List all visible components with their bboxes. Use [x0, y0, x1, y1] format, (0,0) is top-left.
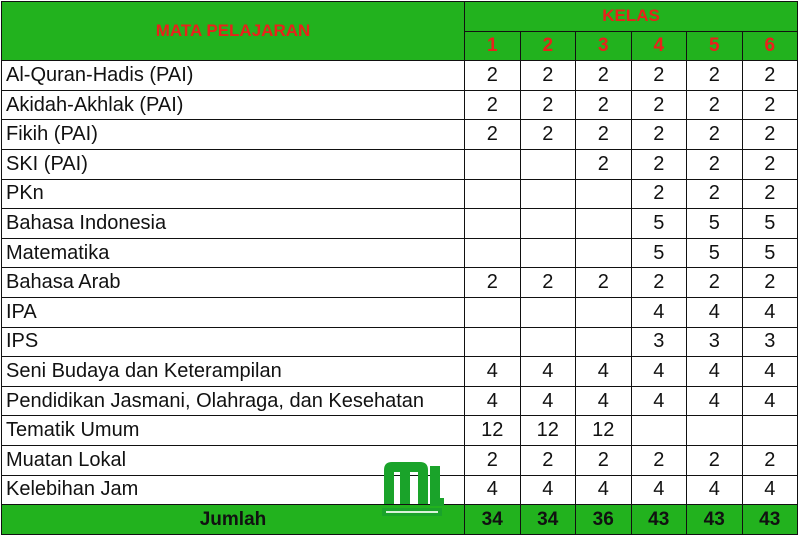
subject-name: Akidah-Akhlak (PAI) — [2, 90, 465, 120]
kelas-header: KELAS — [465, 2, 798, 32]
hours-cell: 2 — [520, 268, 576, 298]
hours-cell: 2 — [520, 90, 576, 120]
hours-cell — [465, 149, 521, 179]
hours-cell: 2 — [742, 61, 798, 91]
grade-header: 5 — [687, 31, 743, 61]
hours-cell: 4 — [687, 297, 743, 327]
hours-cell: 12 — [520, 416, 576, 446]
hours-cell: 4 — [520, 357, 576, 387]
hours-cell: 4 — [742, 297, 798, 327]
grade-header: 3 — [576, 31, 632, 61]
hours-cell: 4 — [465, 475, 521, 505]
hours-cell: 4 — [520, 386, 576, 416]
hours-cell — [576, 297, 632, 327]
ml-logo-icon — [380, 458, 444, 518]
hours-cell: 2 — [520, 61, 576, 91]
table-row — [2, 61, 798, 91]
table-row — [2, 238, 798, 268]
hours-cell: 4 — [687, 475, 743, 505]
hours-cell — [576, 238, 632, 268]
subject-name: Muatan Lokal — [2, 445, 465, 475]
hours-cell — [742, 416, 798, 446]
hours-cell: 3 — [742, 327, 798, 357]
subject-name: SKI (PAI) — [2, 149, 465, 179]
hours-cell: 2 — [687, 120, 743, 150]
hours-cell: 4 — [465, 357, 521, 387]
hours-cell — [465, 238, 521, 268]
hours-cell: 5 — [687, 209, 743, 239]
hours-cell: 5 — [742, 238, 798, 268]
hours-cell: 2 — [687, 149, 743, 179]
total-value: 43 — [687, 505, 743, 535]
hours-cell: 2 — [576, 445, 632, 475]
total-value: 34 — [465, 505, 521, 535]
hours-cell — [465, 327, 521, 357]
hours-cell: 2 — [687, 179, 743, 209]
hours-cell — [465, 209, 521, 239]
hours-cell: 2 — [520, 120, 576, 150]
hours-cell: 2 — [465, 61, 521, 91]
hours-cell — [465, 297, 521, 327]
hours-cell — [631, 416, 687, 446]
subject-name: Pendidikan Jasmani, Olahraga, dan Kesehatan — [2, 386, 465, 416]
hours-cell: 2 — [631, 120, 687, 150]
hours-cell: 2 — [631, 149, 687, 179]
hours-cell: 2 — [465, 268, 521, 298]
table-row — [2, 386, 798, 416]
subject-name: IPS — [2, 327, 465, 357]
hours-cell: 3 — [631, 327, 687, 357]
hours-cell: 4 — [520, 475, 576, 505]
table-row — [2, 416, 798, 446]
hours-cell — [520, 297, 576, 327]
subject-name: Fikih (PAI) — [2, 120, 465, 150]
hours-cell: 2 — [687, 268, 743, 298]
hours-cell: 4 — [687, 357, 743, 387]
hours-cell: 12 — [576, 416, 632, 446]
hours-cell: 2 — [687, 61, 743, 91]
hours-cell: 2 — [576, 149, 632, 179]
hours-cell: 4 — [687, 386, 743, 416]
subject-name: PKn — [2, 179, 465, 209]
hours-cell: 12 — [465, 416, 521, 446]
hours-cell: 2 — [742, 90, 798, 120]
subject-name: Bahasa Arab — [2, 268, 465, 298]
subject-name: Bahasa Indonesia — [2, 209, 465, 239]
subject-name: Tematik Umum — [2, 416, 465, 446]
hours-cell: 2 — [576, 61, 632, 91]
total-value: 36 — [576, 505, 632, 535]
subject-name: Kelebihan Jam — [2, 475, 465, 505]
table-row — [2, 179, 798, 209]
total-label: Jumlah — [2, 505, 465, 535]
hours-cell: 4 — [631, 386, 687, 416]
hours-cell: 4 — [576, 386, 632, 416]
hours-cell — [465, 179, 521, 209]
hours-cell: 4 — [742, 386, 798, 416]
table-row — [2, 149, 798, 179]
grade-header: 1 — [465, 31, 521, 61]
hours-cell: 2 — [742, 445, 798, 475]
hours-cell: 2 — [631, 445, 687, 475]
curriculum-table — [1, 1, 798, 535]
hours-cell: 2 — [465, 90, 521, 120]
hours-cell: 2 — [687, 90, 743, 120]
hours-cell: 2 — [576, 268, 632, 298]
hours-cell: 4 — [576, 475, 632, 505]
table-row — [2, 327, 798, 357]
table-row — [2, 357, 798, 387]
hours-cell: 3 — [687, 327, 743, 357]
hours-cell: 4 — [465, 386, 521, 416]
hours-cell: 5 — [742, 209, 798, 239]
hours-cell — [576, 179, 632, 209]
hours-cell — [576, 209, 632, 239]
hours-cell: 4 — [742, 357, 798, 387]
hours-cell — [687, 416, 743, 446]
subject-column-header: MATA PELAJARAN — [2, 2, 465, 61]
grade-header: 2 — [520, 31, 576, 61]
subject-name: Matematika — [2, 238, 465, 268]
table-row — [2, 268, 798, 298]
hours-cell: 2 — [742, 268, 798, 298]
subject-name: Seni Budaya dan Keterampilan — [2, 357, 465, 387]
hours-cell: 2 — [520, 445, 576, 475]
table-row — [2, 297, 798, 327]
hours-cell: 2 — [742, 149, 798, 179]
hours-cell: 5 — [631, 209, 687, 239]
total-value: 34 — [520, 505, 576, 535]
subject-name: IPA — [2, 297, 465, 327]
hours-cell: 4 — [742, 475, 798, 505]
hours-cell — [520, 149, 576, 179]
hours-cell: 5 — [631, 238, 687, 268]
hours-cell: 5 — [687, 238, 743, 268]
hours-cell — [520, 179, 576, 209]
hours-cell: 4 — [631, 297, 687, 327]
hours-cell: 2 — [631, 268, 687, 298]
total-value: 43 — [742, 505, 798, 535]
hours-cell: 2 — [631, 179, 687, 209]
hours-cell: 2 — [742, 120, 798, 150]
hours-cell: 4 — [576, 357, 632, 387]
hours-cell — [520, 209, 576, 239]
hours-cell: 2 — [465, 120, 521, 150]
hours-cell: 4 — [631, 357, 687, 387]
grade-header: 4 — [631, 31, 687, 61]
hours-cell: 2 — [576, 90, 632, 120]
hours-cell: 2 — [687, 445, 743, 475]
total-value: 43 — [631, 505, 687, 535]
table-row — [2, 120, 798, 150]
hours-cell — [520, 238, 576, 268]
table-row — [2, 90, 798, 120]
hours-cell: 4 — [631, 475, 687, 505]
hours-cell — [520, 327, 576, 357]
hours-cell — [576, 327, 632, 357]
grade-header: 6 — [742, 31, 798, 61]
table-row — [2, 209, 798, 239]
hours-cell: 2 — [631, 90, 687, 120]
hours-cell: 2 — [742, 179, 798, 209]
hours-cell: 2 — [631, 61, 687, 91]
hours-cell: 2 — [576, 120, 632, 150]
subject-name: Al-Quran-Hadis (PAI) — [2, 61, 465, 91]
hours-cell: 2 — [465, 445, 521, 475]
